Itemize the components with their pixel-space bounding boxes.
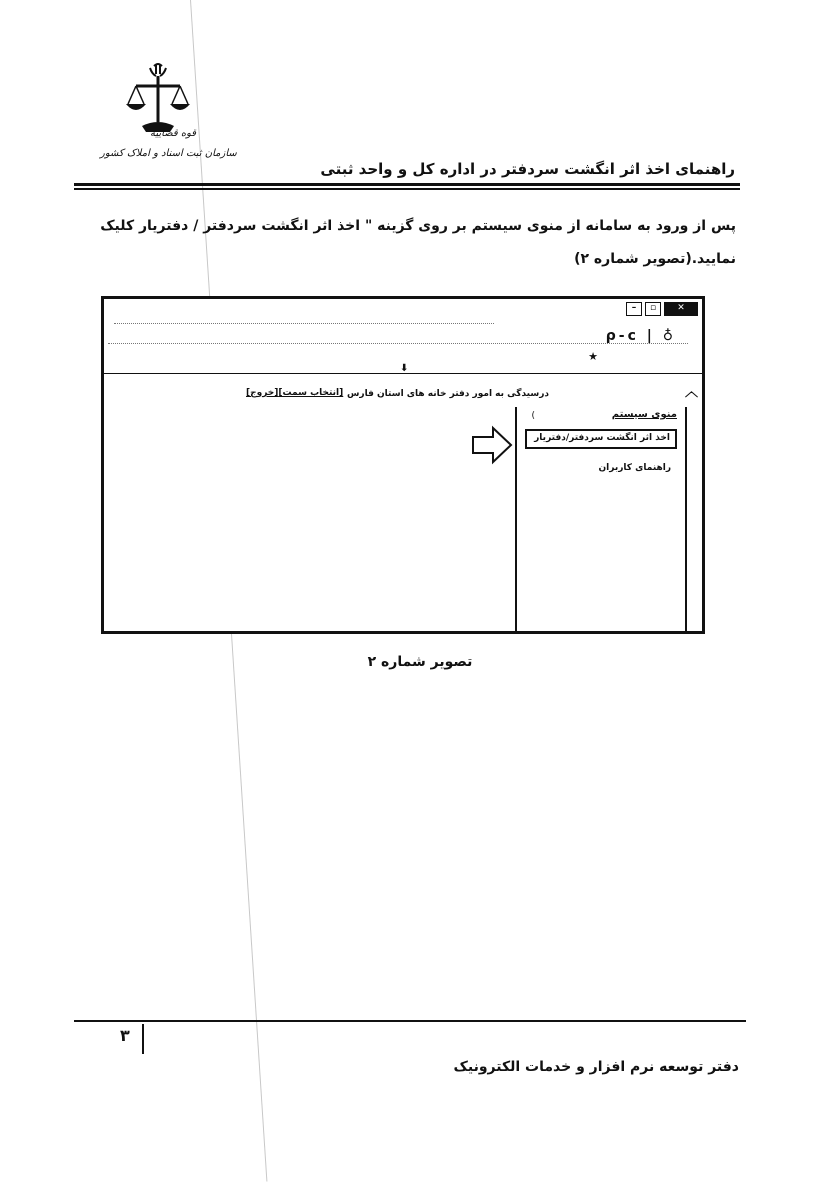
- logo-caption-organization: سازمان ثبت اسناد و املاک کشور: [100, 148, 237, 159]
- scroll-up-icon[interactable]: ︿: [684, 385, 698, 400]
- arrow-right-icon: [471, 425, 513, 465]
- header-divider-thin: [74, 188, 740, 190]
- address-bar-noise: [114, 323, 494, 324]
- footer-office-name: دفتر توسعه نرم افزار و خدمات الکترونیک: [453, 1059, 739, 1075]
- menu-item-user-guide[interactable]: راهنمای کاربران: [598, 463, 671, 473]
- cursor-icon: ⬇: [400, 363, 409, 374]
- instruction-paragraph: پس از ورود به سامانه از منوی سیستم بر روی گزینه " اخذ اثر انگشت سردفتر / دفتریار کلیک نمایید.(تصویر شماره ۲): [100, 218, 736, 267]
- page-number: ۳: [120, 1026, 130, 1045]
- browser-titlebar: [104, 299, 702, 321]
- minimize-icon[interactable]: –: [626, 302, 642, 316]
- browser-toolbar-icons: ρ-c | ♁: [605, 328, 676, 344]
- footer-divider: [74, 1020, 746, 1022]
- page-divider: [104, 373, 702, 374]
- breadcrumb: درسیدگی به امور دفتر خانه های استان فارس: [346, 389, 549, 399]
- menu-item-fingerprint[interactable]: اخذ اثر انگشت سردفتر/دفتریار: [525, 429, 677, 449]
- close-icon[interactable]: ✕: [664, 302, 698, 316]
- figure-caption: تصویر شماره ۲: [367, 654, 473, 670]
- logout-link[interactable]: [خروج]: [246, 388, 279, 398]
- window-controls: [626, 302, 698, 316]
- logo-caption-judiciary: قوه قضاییه: [150, 128, 197, 139]
- select-role-link[interactable]: [انتخاب سمت]: [278, 388, 344, 398]
- header-divider: [74, 183, 740, 186]
- menu-collapse-icon[interactable]: (: [531, 411, 535, 421]
- favorites-icon[interactable]: ★: [588, 350, 598, 363]
- application-screenshot: [101, 296, 705, 634]
- system-menu-title: منوی سیستم: [611, 409, 677, 420]
- maximize-icon[interactable]: ▫: [645, 302, 661, 316]
- document-title: راهنمای اخذ اثر انگشت سردفتر در اداره کل و واحد ثبتی: [320, 160, 735, 178]
- system-menu-panel: [515, 407, 687, 631]
- toolbar-noise: [108, 343, 688, 344]
